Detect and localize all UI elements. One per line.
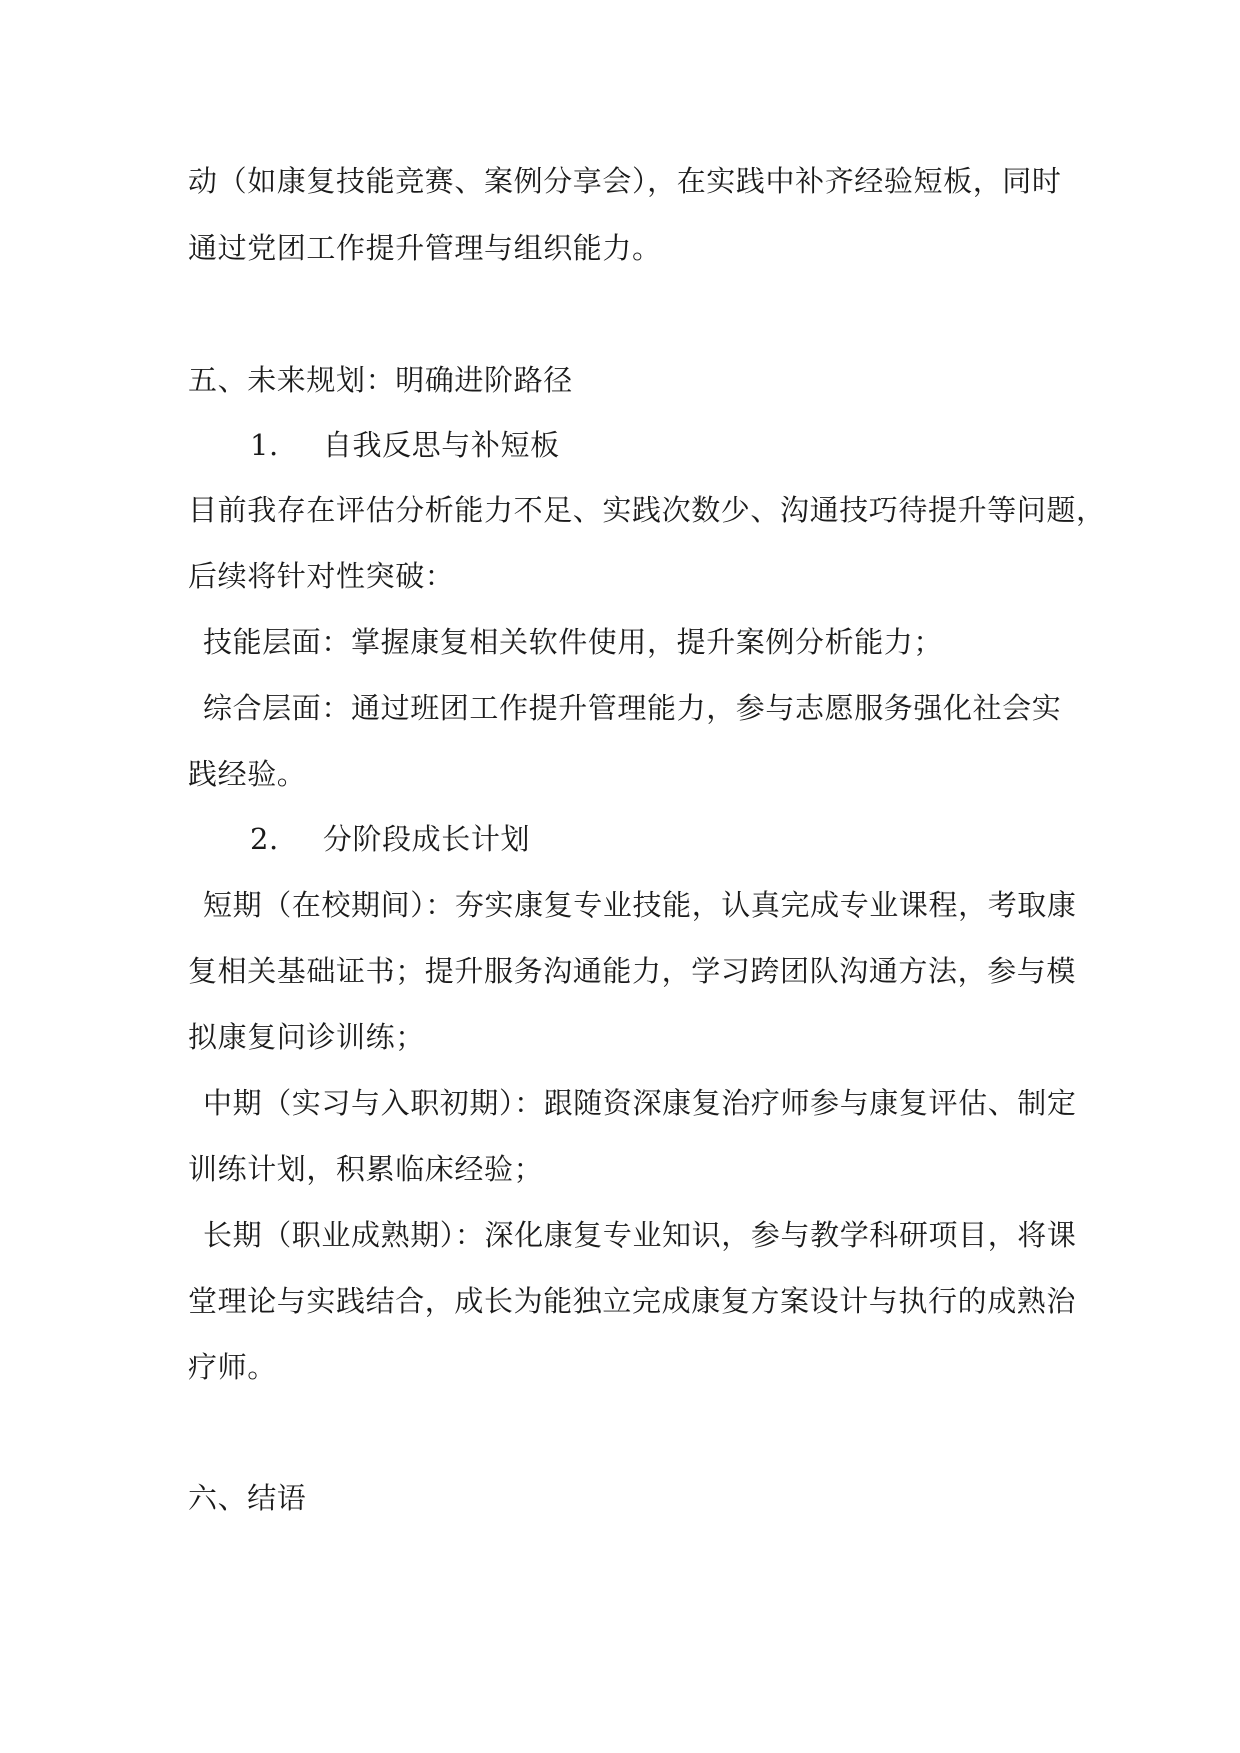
paragraph-line: 中期（实习与入职初期）：跟随资深康复治疗师参与康复评估、制定 — [203, 1086, 1077, 1120]
subsection-heading — [250, 821, 530, 857]
paragraph-line: 拟康复问诊训练； — [188, 1020, 425, 1054]
paragraph-line: 目前我存在评估分析能力不足、实践次数少、沟通技巧待提升等问题， — [188, 493, 1106, 527]
paragraph-line: 复相关基础证书；提升服务沟通能力，学习跨团队沟通方法，参与模 — [188, 954, 1077, 988]
paragraph-line: 动（如康复技能竞赛、案例分享会），在实践中补齐经验短板，同时 — [188, 164, 1062, 198]
paragraph-line: 堂理论与实践结合，成长为能独立完成康复方案设计与执行的成熟治 — [188, 1284, 1077, 1318]
paragraph-line: 通过党团工作提升管理与组织能力。 — [188, 231, 662, 265]
subsection-number: 2. — [250, 822, 279, 856]
paragraph-line: 践经验。 — [188, 757, 307, 791]
section-heading: 五、未来规划：明确进阶路径 — [188, 363, 573, 397]
paragraph-line: 短期（在校期间）：夯实康复专业技能，认真完成专业课程，考取康 — [203, 888, 1077, 922]
paragraph-line: 综合层面：通过班团工作提升管理能力，参与志愿服务强化社会实 — [203, 691, 1062, 725]
paragraph-line: 后续将针对性突破： — [188, 559, 455, 593]
section-heading: 六、结语 — [188, 1481, 307, 1515]
subsection-number: 1. — [250, 428, 279, 462]
subsection-title: 分阶段成长计划 — [322, 822, 531, 856]
paragraph-line: 训练计划，积累临床经验； — [188, 1152, 544, 1186]
paragraph-line: 长期（职业成熟期）：深化康复专业知识，参与教学科研项目，将课 — [203, 1218, 1077, 1252]
subsection-title: 自我反思与补短板 — [322, 428, 560, 462]
paragraph-line: 技能层面：掌握康复相关软件使用，提升案例分析能力； — [203, 625, 944, 659]
subsection-heading — [250, 427, 560, 463]
paragraph-line: 疗师。 — [188, 1350, 277, 1384]
